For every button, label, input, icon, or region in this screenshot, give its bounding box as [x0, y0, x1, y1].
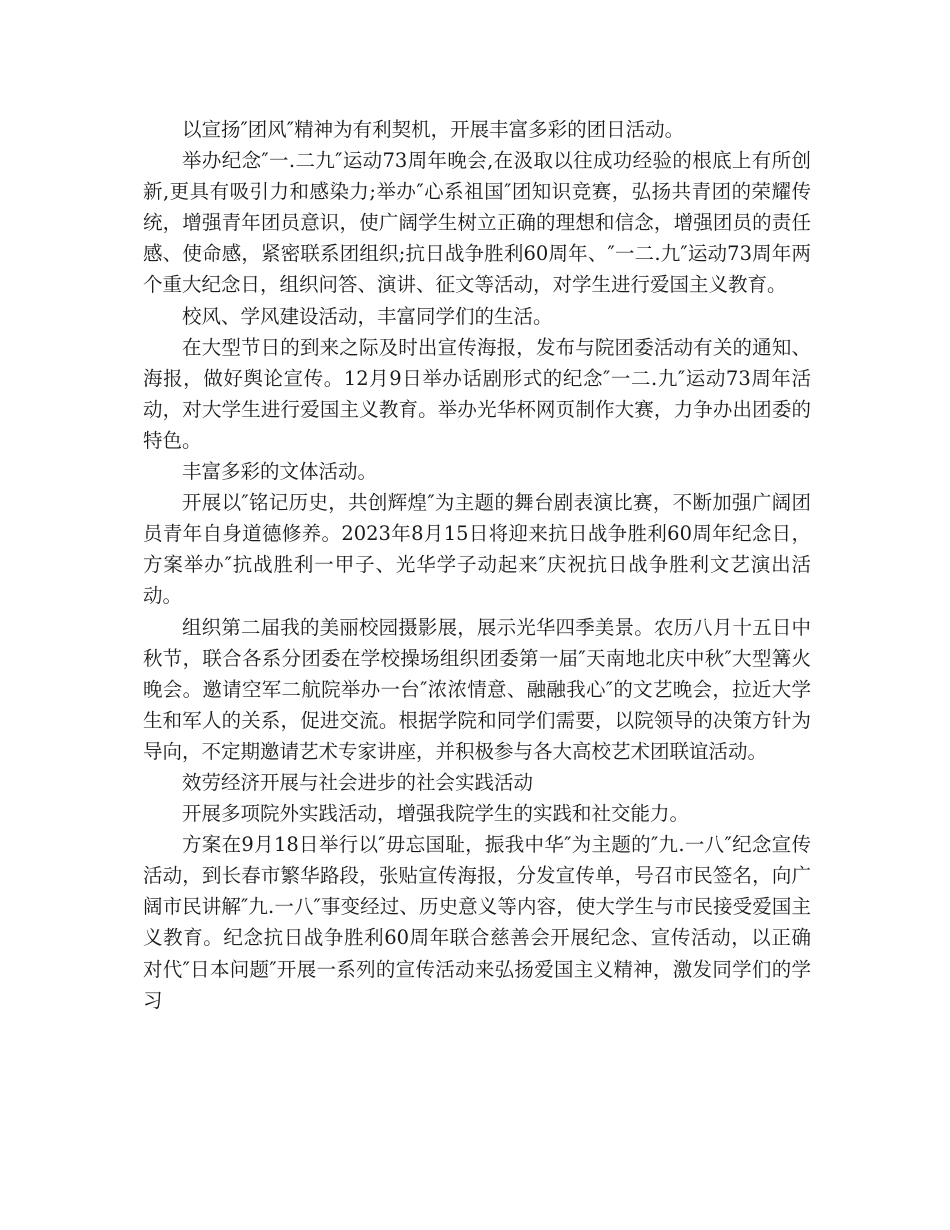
paragraph-9: 开展多项院外实践活动，增强我院学生的实践和社交能力。	[182, 802, 690, 826]
paragraph-10: 方案在9月18日举行以″毋忘国耻，振我中华″为主题的″九.一八″纪念宣传活动，到长春市繁华路段，张贴宣传海报，分发宣传单，号召市民签名，向广阔市民讲解″九.一八″事变经过、历史意义等内容，使大学生与市民接受爱国主义教育。纪念抗日战争胜利60周年联合慈善会开展纪念、宣传活动，以正确对代″日本问题″开展一系列的宣传活动来弘扬爱国主义精神，激发同学们的学习	[143, 833, 811, 1012]
paragraph-5: 丰富多彩的文体活动。	[182, 460, 378, 484]
paragraph-2: 举办纪念″一.二九″运动73周年晚会,在汲取以往成功经验的根底上有所创新,更具有吸引力和感染力;举办″心系祖国″团知识竞赛，弘扬共青团的荣耀传统，增强青年团员意识，使广阔学生树立正确的理想和信念，增强团员的责任感、使命感，紧密联系团组织;抗日战争胜利60周年、″一二.九″运动73周年两个重大纪念日，组织问答、演讲、征文等活动，对学生进行爱国主义教育。	[143, 149, 811, 297]
paragraph-3: 校风、学风建设活动，丰富同学们的生活。	[182, 304, 553, 328]
paragraph-6: 开展以″铭记历史，共创辉煌″为主题的舞台剧表演比赛，不断加强广阔团员青年自身道德修养。2023年8月15日将迎来抗日战争胜利60周年纪念日，方案举办″抗战胜利一甲子、光华学子动起来″庆祝抗日战争胜利文艺演出活动。	[143, 491, 811, 608]
paragraph-1: 以宣扬″团风″精神为有利契机，开展丰富多彩的团日活动。	[182, 118, 685, 141]
paragraph-7: 组织第二届我的美丽校园摄影展，展示光华四季美景。农历八月十五日中秋节，联合各系分团委在学校操场组织团委第一届″天南地北庆中秋″大型篝火晚会。邀请空军二航院举办一台″浓浓情意、融融我心″的文艺晚会，拉近大学生和军人的关系，促进交流。根据学院和同学们需要，以院领导的决策方针为导向，不定期邀请艺术专家讲座，并积极参与各大高校艺术团联谊活动。	[143, 615, 811, 763]
paragraph-4: 在大型节日的到来之际及时出宣传海报，发布与院团委活动有关的通知、海报，做好舆论宣传。12月9日举办话剧形式的纪念″一二.九″运动73周年活动，对大学生进行爱国主义教育。举办光华杯网页制作大赛，力争办出团委的特色。	[143, 335, 811, 452]
document-body	[143, 114, 811, 1016]
paragraph-8: 效劳经济开展与社会进步的社会实践活动	[182, 770, 534, 794]
